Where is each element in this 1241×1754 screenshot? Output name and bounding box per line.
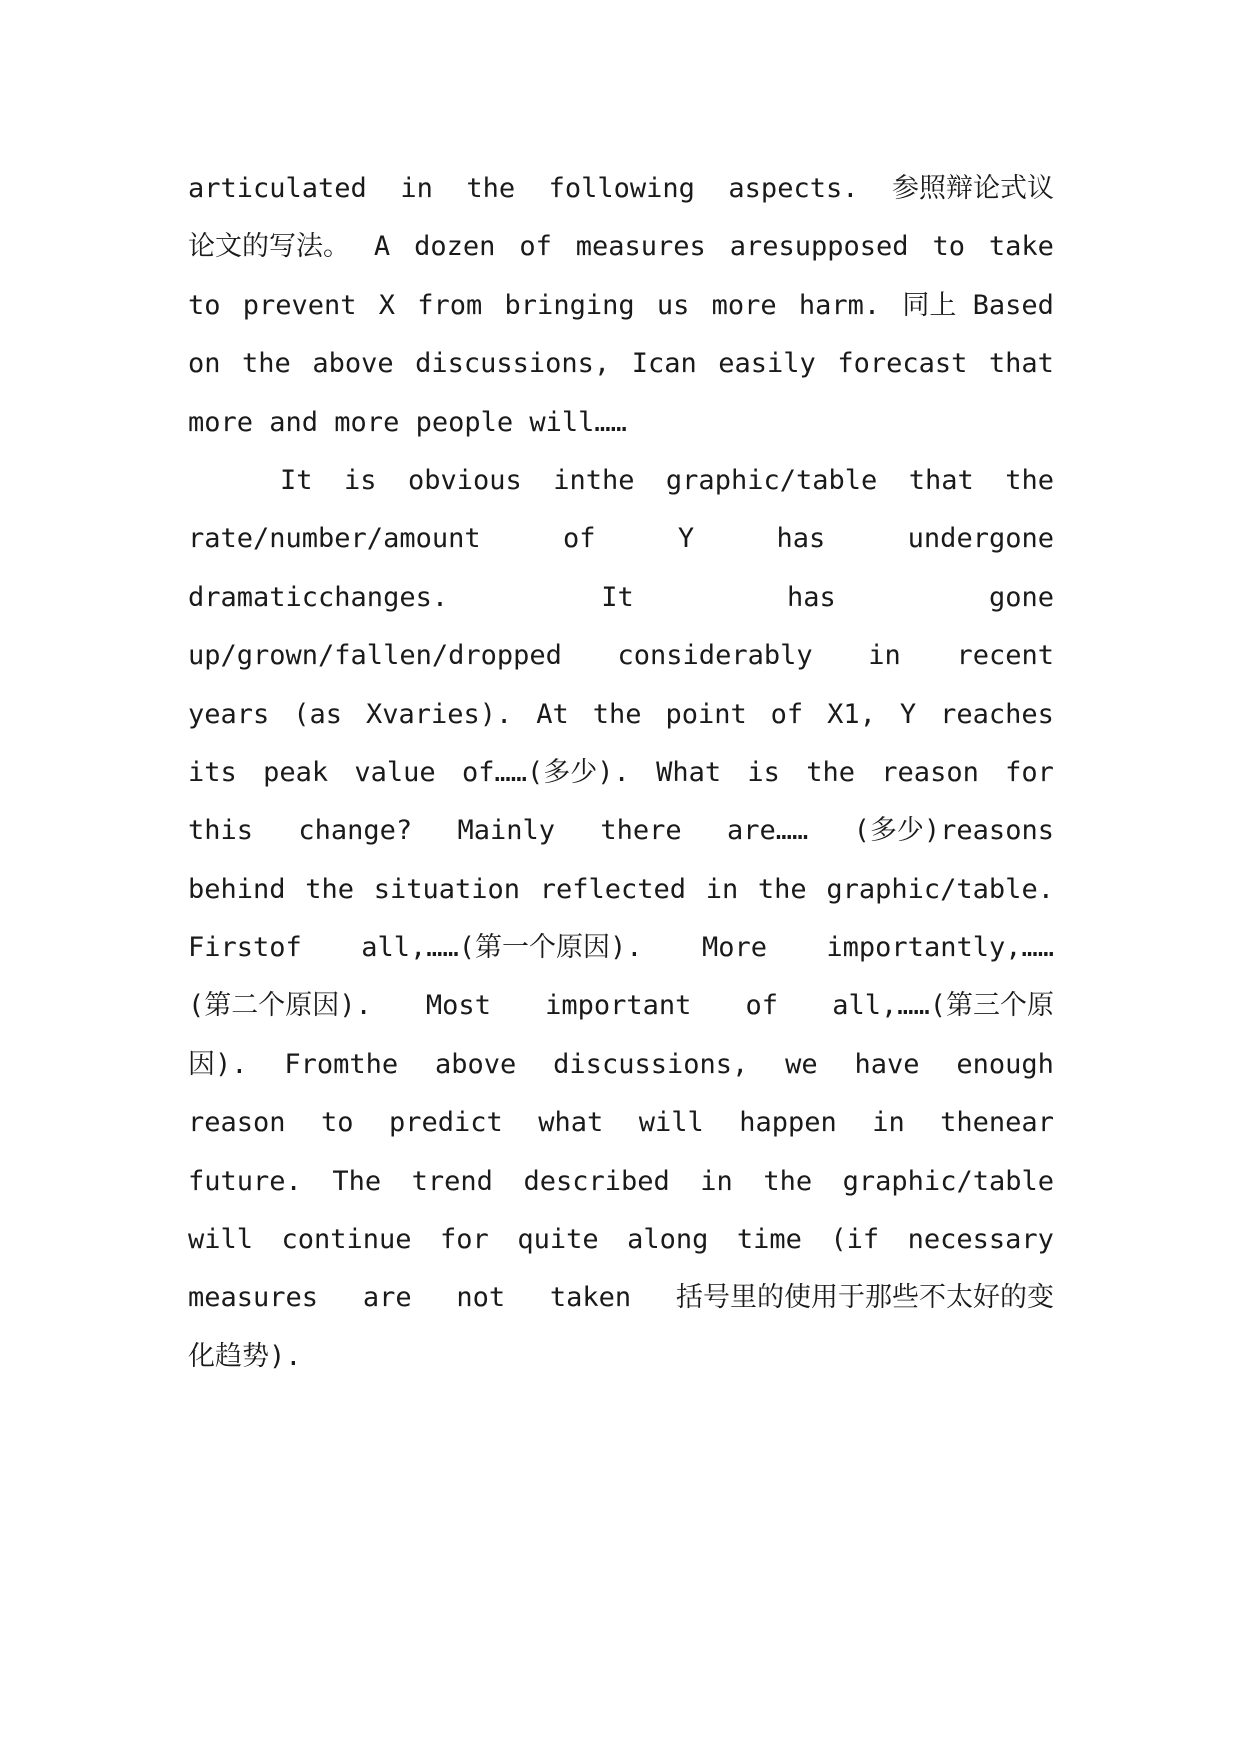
word: (as — [293, 698, 343, 730]
word: Y — [899, 698, 917, 730]
word: take — [988, 231, 1054, 263]
text-line — [188, 394, 1054, 452]
word: aresupposed — [729, 231, 909, 263]
text-line — [188, 1094, 1054, 1152]
word: discussions, — [415, 348, 611, 380]
word: necessary — [907, 1224, 1054, 1256]
word: predict — [388, 1107, 503, 1139]
word: behind — [188, 873, 286, 905]
word: not — [456, 1282, 506, 1314]
word: will — [188, 1224, 254, 1256]
word: along — [627, 1224, 709, 1256]
word: What — [656, 756, 722, 788]
word: has — [776, 523, 826, 555]
word: 同上 Based — [902, 289, 1054, 321]
word: reason — [881, 756, 979, 788]
text-line — [188, 277, 1054, 335]
word: is — [747, 756, 780, 788]
word: dramaticchanges. — [188, 581, 449, 613]
word: the — [305, 873, 355, 905]
text-line — [188, 160, 1054, 218]
word: 论文的写法。 — [188, 231, 350, 263]
word: us — [656, 289, 690, 321]
word: to — [188, 289, 221, 321]
word: Firstof — [188, 932, 302, 964]
word: importantly,…… — [826, 932, 1054, 964]
word: The — [332, 1165, 382, 1197]
word: in — [705, 873, 739, 905]
word: reflected — [539, 873, 687, 905]
word: all,……(第三个原 — [832, 990, 1054, 1022]
word: above — [312, 348, 394, 380]
word: bringing — [504, 289, 635, 321]
word: is — [343, 464, 377, 496]
text-line — [188, 1036, 1054, 1094]
word: for — [440, 1224, 489, 1256]
word: this — [188, 815, 254, 847]
word: of……(多少). — [461, 756, 630, 788]
document-body — [188, 160, 1054, 1386]
word: inthe — [553, 464, 635, 496]
word: Most — [425, 990, 491, 1022]
text-line — [188, 452, 1054, 510]
word: what — [538, 1107, 604, 1139]
word: future. — [188, 1165, 302, 1197]
word: will — [638, 1107, 704, 1139]
word: of — [519, 231, 552, 263]
word: the — [763, 1165, 813, 1197]
word: more — [711, 289, 777, 321]
word: the — [592, 698, 642, 730]
word: years — [188, 698, 270, 730]
word: 化趋势). — [188, 1340, 302, 1372]
word: enough — [956, 1048, 1054, 1080]
word: of — [770, 698, 804, 730]
word: graphic/table — [842, 1165, 1054, 1197]
word: to — [321, 1107, 354, 1139]
word: taken — [549, 1282, 632, 1314]
word: have — [854, 1048, 920, 1080]
word: reason — [188, 1107, 286, 1139]
text-line — [188, 861, 1054, 919]
word: reaches — [940, 698, 1054, 730]
word: continue — [281, 1224, 412, 1256]
word: its — [188, 756, 237, 788]
word: of — [562, 523, 596, 555]
word: peak — [263, 756, 329, 788]
word: measures — [188, 1282, 319, 1314]
word: for — [1005, 756, 1054, 788]
text-line — [188, 627, 1054, 685]
word: are — [362, 1282, 412, 1314]
word: value — [354, 756, 436, 788]
word: from — [417, 289, 483, 321]
word: Mainly — [457, 815, 556, 847]
word: the — [1005, 464, 1054, 496]
word: change? — [298, 815, 413, 847]
paragraph-1 — [188, 160, 1054, 452]
text-line — [188, 977, 1054, 1035]
word: above — [435, 1048, 517, 1080]
word: measures — [575, 231, 706, 263]
word: the — [242, 348, 291, 380]
word: easily — [718, 348, 816, 380]
text-line — [188, 686, 1054, 744]
text-line — [188, 1269, 1054, 1327]
word: in — [700, 1165, 733, 1197]
word: point — [665, 698, 747, 730]
text-line — [188, 744, 1054, 802]
word: Fromthe — [284, 1048, 399, 1080]
text-line — [188, 510, 1054, 568]
word: undergone — [907, 523, 1054, 555]
word: discussions, — [553, 1048, 749, 1080]
word: Ican — [631, 348, 697, 380]
word: rate/number/amount — [188, 523, 481, 555]
word: the — [806, 756, 855, 788]
word: to — [932, 231, 965, 263]
word: At — [536, 698, 569, 730]
text-line — [188, 1153, 1054, 1211]
word: Xvaries). — [365, 698, 513, 730]
word: 因). — [188, 1048, 248, 1080]
word: important — [545, 990, 692, 1022]
word: more and more people will…… — [188, 406, 627, 438]
word: are…… — [727, 815, 809, 847]
word: in — [872, 1107, 905, 1139]
word: situation — [373, 873, 521, 905]
word: graphic/table. — [826, 873, 1054, 905]
word: the — [757, 873, 807, 905]
word: quite — [517, 1224, 599, 1256]
word: time — [736, 1224, 802, 1256]
word: obvious — [407, 464, 522, 496]
word: dozen — [414, 231, 496, 263]
word: 括号里的使用于那些不太好的变 — [675, 1282, 1054, 1314]
word: in — [868, 640, 901, 672]
word: It — [601, 581, 634, 613]
word: aspects. — [728, 173, 859, 204]
word: that — [988, 348, 1054, 380]
word: (if — [830, 1224, 880, 1256]
word: following — [548, 173, 695, 204]
word: forecast — [837, 348, 968, 380]
word: considerably — [617, 640, 813, 672]
word: More — [701, 932, 767, 964]
word: Y — [677, 523, 695, 555]
word: of — [745, 990, 779, 1022]
word: in — [400, 173, 433, 204]
word: It — [280, 464, 313, 496]
word: we — [785, 1048, 818, 1080]
word: gone — [988, 581, 1054, 613]
word: prevent — [242, 289, 357, 321]
word: X1, — [827, 698, 876, 730]
word: X — [378, 289, 396, 321]
text-line — [188, 1211, 1054, 1269]
word: has — [786, 581, 836, 613]
word: recent — [956, 640, 1054, 672]
text-line — [188, 1328, 1054, 1386]
text-line — [188, 218, 1054, 276]
word: A — [373, 231, 391, 263]
text-line — [188, 919, 1054, 977]
word: (多少)reasons — [853, 815, 1054, 847]
word: trend — [411, 1165, 493, 1197]
word: on — [188, 348, 221, 380]
word: articulated — [188, 173, 367, 204]
word: happen — [739, 1107, 837, 1139]
word: harm. — [798, 289, 881, 321]
paragraph-2 — [188, 452, 1054, 1386]
text-line — [188, 802, 1054, 860]
word: the — [466, 173, 516, 204]
text-line — [188, 335, 1054, 393]
word: up/grown/fallen/dropped — [188, 640, 562, 672]
word: 参照辩论式议 — [891, 173, 1054, 204]
word: graphic/table — [665, 464, 878, 496]
word: that — [908, 464, 974, 496]
word: there — [600, 815, 682, 847]
word: thenear — [940, 1107, 1054, 1139]
word: (第二个原因). — [188, 990, 372, 1022]
word: described — [523, 1165, 670, 1197]
word: all,……(第一个原因). — [361, 932, 643, 964]
text-line — [188, 569, 1054, 627]
